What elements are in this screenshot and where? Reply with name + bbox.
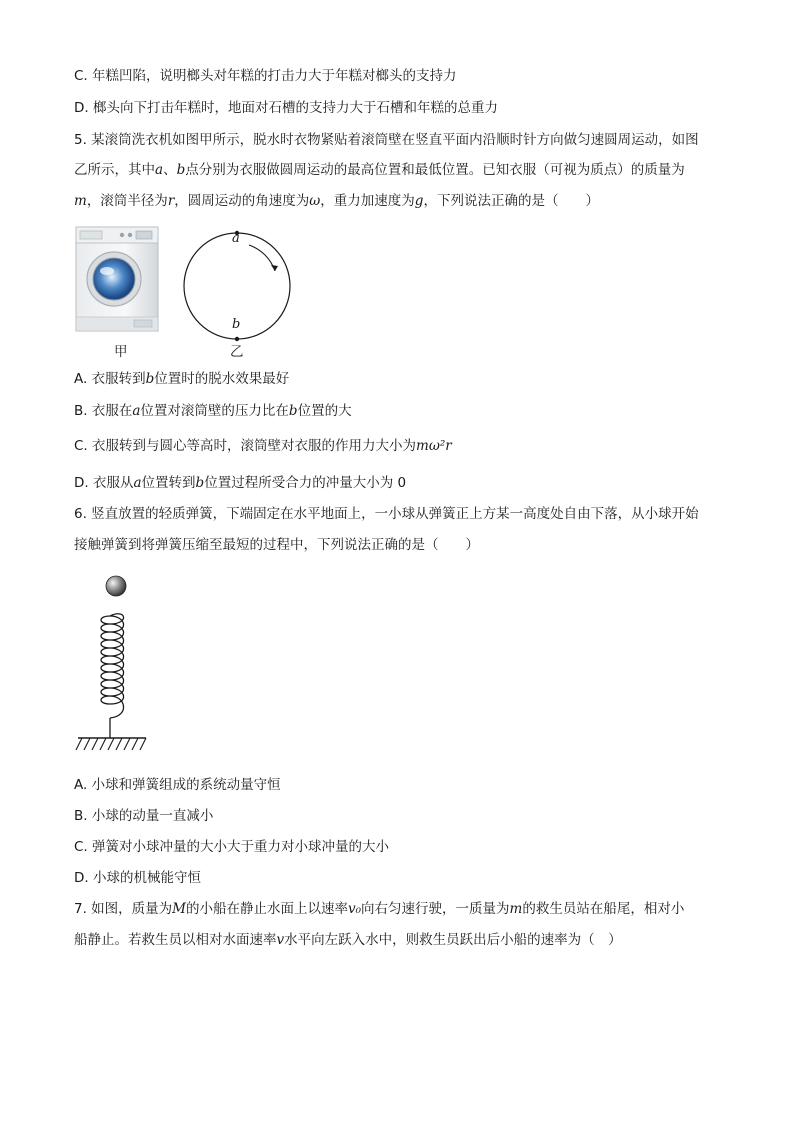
q5-option-a: A. 衣服转到b位置时的脱水效果最好 — [74, 371, 290, 387]
point-a-label: a — [232, 231, 240, 246]
q6-option-d: D. 小球的机械能守恒 — [74, 870, 201, 886]
formula-m-omega2-r: mω²r — [416, 438, 452, 454]
figure-label-jia: 甲 — [114, 344, 128, 360]
q6-option-c: C. 弹簧对小球冲量的大小大于重力对小球冲量的大小 — [74, 839, 390, 855]
q4-option-c: C. 年糕凹陷，说明榔头对年糕的打击力大于年糕对榔头的支持力 — [74, 68, 457, 84]
q6-stem-line1: 6. 竖直放置的轻质弹簧，下端固定在水平地面上，一小球从弹簧正上方某一高度处自由下落，从小球开始 — [74, 506, 699, 522]
q5-stem-line1: 5. 某滚筒洗衣机如图甲所示，脱水时衣物紧贴着滚筒壁在竖直平面内沿顺时针方向做匀速圆周运动，如图 — [74, 132, 699, 148]
var-b: b — [176, 162, 186, 178]
q5-stem-line3: m，滚筒半径为r，圆周运动的角速度为ω，重力加速度为g，下列说法正确的是（ ） — [74, 193, 599, 209]
q6-option-a: A. 小球和弹簧组成的系统动量守恒 — [74, 777, 281, 793]
figure-label-yi: 乙 — [230, 344, 244, 360]
q7-stem-line2: 船静止。若救生员以相对水面速率v水平向左跃入水中，则救生员跃出后小船的速率为（ ） — [74, 932, 622, 948]
washing-machine-figure — [74, 225, 162, 337]
ground-hatching — [76, 738, 146, 750]
q5-option-b: B. 衣服在a位置对滚筒壁的压力比在b位置的大 — [74, 403, 352, 419]
q5-option-c: C. 衣服转到与圆心等高时，滚筒壁对衣服的作用力大小为mω²r — [74, 438, 452, 454]
ball-spring-figure — [74, 572, 154, 756]
ball — [106, 576, 126, 596]
point-b-label: b — [232, 317, 241, 332]
clockwise-arrow-icon — [249, 245, 275, 271]
spring — [101, 614, 124, 718]
q4-option-d: D. 榔头向下打击年糕时，地面对石槽的支持力大于石槽和年糕的总重力 — [74, 100, 498, 116]
var-a: a — [155, 162, 164, 178]
q6-option-b: B. 小球的动量一直减小 — [74, 808, 214, 824]
q7-stem-line1: 7. 如图，质量为M的小船在静止水面上以速率v₀向右匀速行驶，一质量为m的救生员站在船尾，相对小 — [74, 901, 685, 917]
q5-option-d: D. 衣服从a位置转到b位置过程所受合力的冲量大小为 0 — [74, 475, 407, 491]
q6-stem-line2: 接触弹簧到将弹簧压缩至最短的过程中，下列说法正确的是（ ） — [74, 537, 479, 553]
q5-stem-line2: 乙所示，其中a、b点分别为衣服做圆周运动的最高位置和最低位置。已知衣服（可视为质点）的质量为 — [74, 162, 685, 178]
